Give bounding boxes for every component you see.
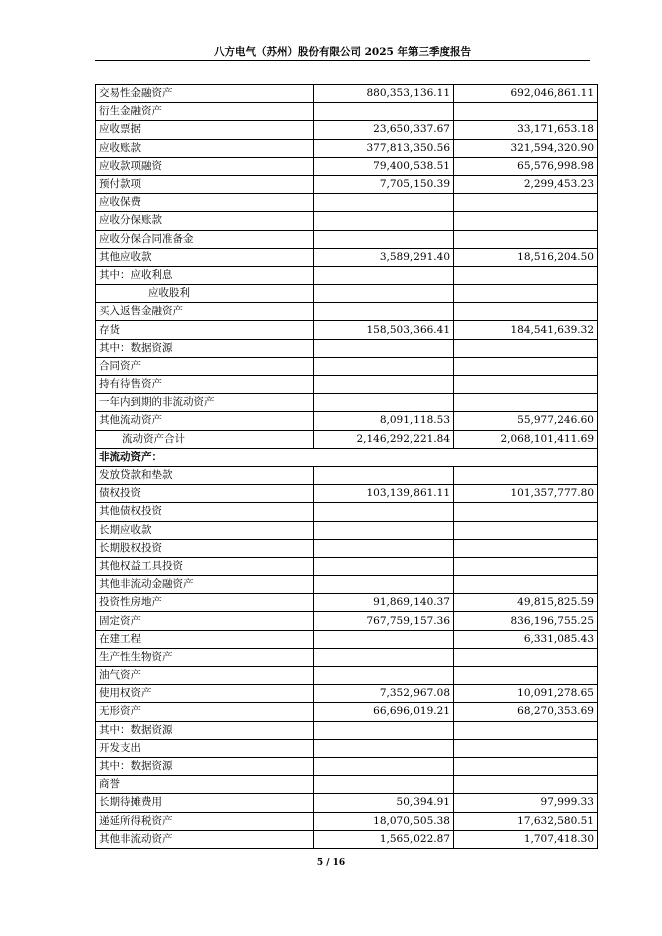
current-period-value xyxy=(314,339,454,357)
row-label: 长期应收款 xyxy=(96,521,314,539)
prior-period-value: 101,357,777.80 xyxy=(454,485,598,503)
current-period-value xyxy=(314,667,454,685)
row-label: 递延所得税资产 xyxy=(96,812,314,830)
current-period-value xyxy=(314,539,454,557)
current-period-value: 767,759,157.36 xyxy=(314,612,454,630)
current-period-value xyxy=(314,521,454,539)
current-period-value xyxy=(314,230,454,248)
current-period-value xyxy=(314,648,454,666)
table-row xyxy=(96,266,598,284)
prior-period-value: 17,632,580.51 xyxy=(454,812,598,830)
row-label: 其他非流动资产 xyxy=(96,830,314,848)
table-row xyxy=(96,721,598,739)
current-period-value xyxy=(314,357,454,375)
row-label: 固定资产 xyxy=(96,612,314,630)
table-row xyxy=(96,739,598,757)
row-label: 应收股利 xyxy=(96,285,314,303)
prior-period-value xyxy=(454,521,598,539)
row-label: 商誉 xyxy=(96,776,314,794)
table-row xyxy=(96,667,598,685)
table-row xyxy=(96,376,598,394)
prior-period-value: 55,977,246.60 xyxy=(454,412,598,430)
prior-period-value: 2,299,453.23 xyxy=(454,175,598,193)
prior-period-value xyxy=(454,776,598,794)
current-period-value: 158,503,366.41 xyxy=(314,321,454,339)
prior-period-value xyxy=(454,757,598,775)
table-row xyxy=(96,157,598,175)
row-label: 衍生金融资产 xyxy=(96,103,314,121)
header-divider xyxy=(95,60,590,61)
report-header-title: 八方电气（苏州）股份有限公司 2025 年第三季度报告 xyxy=(213,46,472,58)
prior-period-value xyxy=(454,376,598,394)
prior-period-value: 6,331,085.43 xyxy=(454,630,598,648)
row-label: 发放贷款和垫款 xyxy=(96,466,314,484)
row-label: 应收保费 xyxy=(96,194,314,212)
current-period-value: 1,565,022.87 xyxy=(314,830,454,848)
row-label: 其中：数据资源 xyxy=(96,339,314,357)
table-row xyxy=(96,248,598,266)
current-period-value: 91,869,140.37 xyxy=(314,594,454,612)
table-row xyxy=(96,612,598,630)
row-label: 无形资产 xyxy=(96,703,314,721)
row-label: 应收账款 xyxy=(96,139,314,157)
prior-period-value: 65,576,998.98 xyxy=(454,157,598,175)
row-label: 油气资产 xyxy=(96,667,314,685)
table-row xyxy=(96,412,598,430)
row-label: 长期待摊费用 xyxy=(96,794,314,812)
current-period-value: 7,352,967.08 xyxy=(314,685,454,703)
prior-period-value xyxy=(454,285,598,303)
table-row xyxy=(96,594,598,612)
current-period-value: 18,070,505.38 xyxy=(314,812,454,830)
table-row xyxy=(96,285,598,303)
table-row xyxy=(96,175,598,193)
prior-period-value xyxy=(454,357,598,375)
row-label: 其他流动资产 xyxy=(96,412,314,430)
table-row xyxy=(96,303,598,321)
row-label: 持有待售资产 xyxy=(96,376,314,394)
table-row xyxy=(96,139,598,157)
balance-sheet-table xyxy=(95,84,598,849)
current-period-value xyxy=(314,103,454,121)
row-label: 其他应收款 xyxy=(96,248,314,266)
prior-period-value: 33,171,653.18 xyxy=(454,121,598,139)
table-row xyxy=(96,85,598,103)
row-label: 其他非流动金融资产 xyxy=(96,576,314,594)
prior-period-value xyxy=(454,394,598,412)
current-period-value xyxy=(314,376,454,394)
prior-period-value: 68,270,353.69 xyxy=(454,703,598,721)
row-label: 存货 xyxy=(96,321,314,339)
prior-period-value: 2,068,101,411.69 xyxy=(454,430,598,448)
table-row xyxy=(96,539,598,557)
table-row xyxy=(96,830,598,848)
prior-period-value xyxy=(454,103,598,121)
current-period-value xyxy=(314,721,454,739)
prior-period-value: 1,707,418.30 xyxy=(454,830,598,848)
prior-period-value xyxy=(454,303,598,321)
row-label: 应收款项融资 xyxy=(96,157,314,175)
prior-period-value xyxy=(454,194,598,212)
current-period-value: 3,589,291.40 xyxy=(314,248,454,266)
prior-period-value xyxy=(454,648,598,666)
row-label: 债权投资 xyxy=(96,485,314,503)
table-row xyxy=(96,557,598,575)
table-row xyxy=(96,576,598,594)
row-label: 其中：数据资源 xyxy=(96,721,314,739)
current-period-value: 7,705,150.39 xyxy=(314,175,454,193)
table-row xyxy=(96,230,598,248)
current-period-value: 66,696,019.21 xyxy=(314,703,454,721)
current-period-value xyxy=(314,757,454,775)
table-row xyxy=(96,648,598,666)
row-label: 在建工程 xyxy=(96,630,314,648)
table-row xyxy=(96,466,598,484)
prior-period-value xyxy=(454,339,598,357)
table-row xyxy=(96,339,598,357)
prior-period-value: 49,815,825.59 xyxy=(454,594,598,612)
prior-period-value: 184,541,639.32 xyxy=(454,321,598,339)
table-row xyxy=(96,194,598,212)
table-row xyxy=(96,430,598,448)
current-period-value: 2,146,292,221.84 xyxy=(314,430,454,448)
table-row xyxy=(96,630,598,648)
table-row xyxy=(96,103,598,121)
row-label: 使用权资产 xyxy=(96,685,314,703)
current-period-value xyxy=(314,303,454,321)
prior-period-value: 692,046,861.11 xyxy=(454,85,598,103)
table-row xyxy=(96,485,598,503)
row-label: 其中：应收利息 xyxy=(96,266,314,284)
table-row xyxy=(96,357,598,375)
prior-period-value: 18,516,204.50 xyxy=(454,248,598,266)
row-label: 一年内到期的非流动资产 xyxy=(96,394,314,412)
table-row xyxy=(96,321,598,339)
table-row xyxy=(96,812,598,830)
row-label: 流动资产合计 xyxy=(96,430,314,448)
table-row xyxy=(96,394,598,412)
row-label: 投资性房地产 xyxy=(96,594,314,612)
row-label: 其他权益工具投资 xyxy=(96,557,314,575)
current-period-value: 23,650,337.67 xyxy=(314,121,454,139)
current-period-value xyxy=(314,557,454,575)
table-row xyxy=(96,757,598,775)
current-period-value xyxy=(314,630,454,648)
current-period-value xyxy=(314,285,454,303)
row-label: 预付款项 xyxy=(96,175,314,193)
table-row xyxy=(96,212,598,230)
prior-period-value xyxy=(454,212,598,230)
page-number: 5 / 16 xyxy=(316,858,346,868)
current-period-value xyxy=(314,466,454,484)
row-label: 应收票据 xyxy=(96,121,314,139)
current-period-value xyxy=(314,503,454,521)
prior-period-value xyxy=(454,503,598,521)
current-period-value: 79,400,538.51 xyxy=(314,157,454,175)
prior-period-value xyxy=(454,557,598,575)
table-row xyxy=(96,121,598,139)
current-period-value: 50,394.91 xyxy=(314,794,454,812)
row-label: 合同资产 xyxy=(96,357,314,375)
table-row xyxy=(96,794,598,812)
prior-period-value xyxy=(454,576,598,594)
row-label: 生产性生物资产 xyxy=(96,648,314,666)
prior-period-value: 321,594,320.90 xyxy=(454,139,598,157)
row-label: 长期股权投资 xyxy=(96,539,314,557)
row-label: 应收分保合同准备金 xyxy=(96,230,314,248)
prior-period-value xyxy=(454,539,598,557)
section-label: 非流动资产： xyxy=(96,448,598,466)
current-period-value xyxy=(314,394,454,412)
prior-period-value xyxy=(454,739,598,757)
prior-period-value: 836,196,755.25 xyxy=(454,612,598,630)
current-period-value: 377,813,350.56 xyxy=(314,139,454,157)
prior-period-value: 97,999.33 xyxy=(454,794,598,812)
current-period-value xyxy=(314,266,454,284)
table-row xyxy=(96,776,598,794)
table-row xyxy=(96,503,598,521)
table-row xyxy=(96,685,598,703)
current-period-value xyxy=(314,212,454,230)
balance-sheet-body xyxy=(96,85,598,849)
section-header-row xyxy=(96,448,598,466)
current-period-value xyxy=(314,776,454,794)
row-label: 买入返售金融资产 xyxy=(96,303,314,321)
row-label: 其他债权投资 xyxy=(96,503,314,521)
table-row xyxy=(96,703,598,721)
prior-period-value xyxy=(454,721,598,739)
table-row xyxy=(96,521,598,539)
row-label: 应收分保账款 xyxy=(96,212,314,230)
current-period-value: 103,139,861.11 xyxy=(314,485,454,503)
prior-period-value xyxy=(454,667,598,685)
current-period-value xyxy=(314,194,454,212)
current-period-value xyxy=(314,739,454,757)
prior-period-value xyxy=(454,466,598,484)
row-label: 其中：数据资源 xyxy=(96,757,314,775)
current-period-value: 880,353,136.11 xyxy=(314,85,454,103)
prior-period-value xyxy=(454,266,598,284)
prior-period-value xyxy=(454,230,598,248)
prior-period-value: 10,091,278.65 xyxy=(454,685,598,703)
current-period-value xyxy=(314,576,454,594)
row-label: 交易性金融资产 xyxy=(96,85,314,103)
current-period-value: 8,091,118.53 xyxy=(314,412,454,430)
row-label: 开发支出 xyxy=(96,739,314,757)
